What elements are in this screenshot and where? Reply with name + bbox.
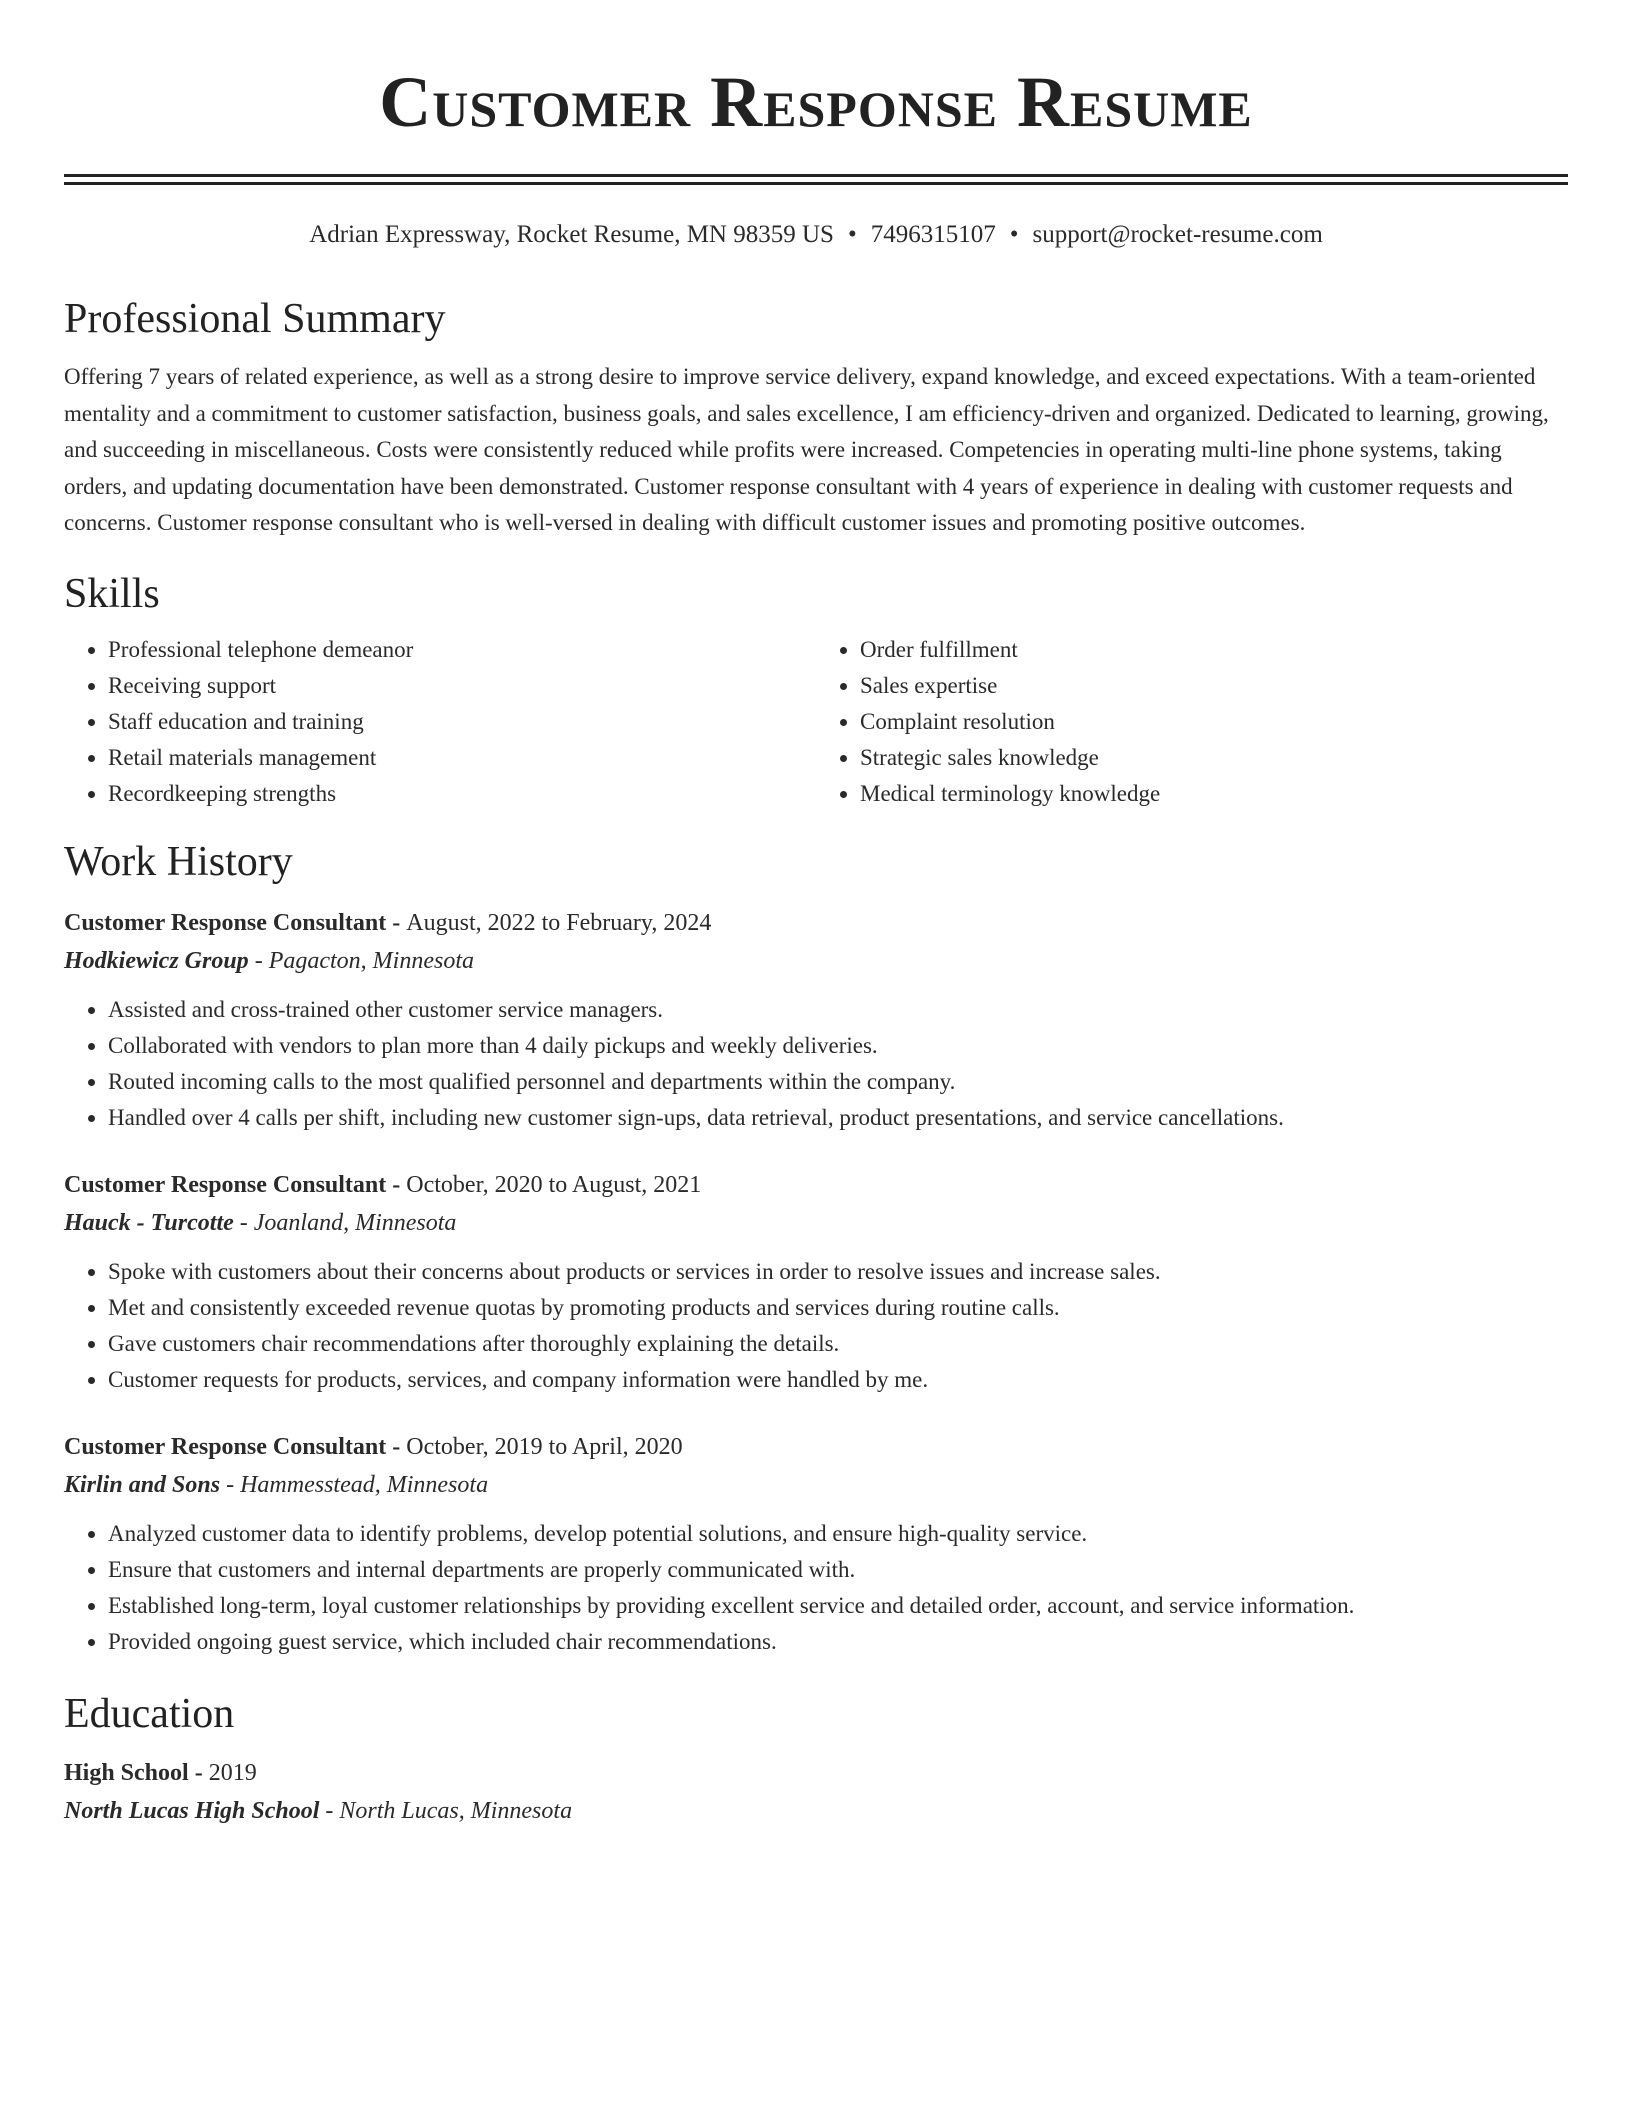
job-entry [64, 1428, 1568, 1660]
school-name: North Lucas High School [64, 1797, 320, 1824]
skill-item: • Medical terminology knowledge [860, 776, 1568, 812]
education-entry [64, 1754, 1568, 1830]
school-line: North Lucas High School - North Lucas, Minnesota [64, 1797, 573, 1824]
job-entry [64, 904, 1568, 1136]
education-heading: Education [64, 1690, 235, 1737]
skill-item: • Professional telephone demeanor [108, 632, 816, 668]
company-name: Hauck - Turcotte [64, 1209, 234, 1236]
job-bullet: • Customer requests for products, services, and company information were handled by me. [108, 1362, 1568, 1398]
contact-address: Adrian Expressway, Rocket Resume, MN 98359 US [309, 221, 834, 248]
job-entry [64, 1166, 1568, 1398]
company-line: Kirlin and Sons - Hammesstead, Minnesota [64, 1471, 489, 1498]
degree-line: High School - 2019 [64, 1759, 257, 1786]
job-bullet: • Spoke with customers about their concerns about products or services in order to resolve issues and increase sales. [108, 1254, 1568, 1290]
contact-separator: • [1009, 221, 1019, 248]
skill-item: • Order fulfillment [860, 632, 1568, 668]
skills-column-right [816, 632, 1568, 812]
skill-item: • Complaint resolution [860, 704, 1568, 740]
contact-phone: 7496315107 [870, 221, 996, 248]
school-location: North Lucas, Minnesota [339, 1797, 573, 1824]
job-bullets [64, 992, 1568, 1136]
job-bullet: • Collaborated with vendors to plan more than 4 daily pickups and weekly deliveries. [108, 1028, 1568, 1064]
skill-item: • Receiving support [108, 668, 816, 704]
job-dates: October, 2019 to April, 2020 [406, 1433, 683, 1460]
job-bullets [64, 1254, 1568, 1398]
graduation-year: 2019 [208, 1759, 257, 1786]
title-rule-bottom [64, 182, 1568, 185]
contact-line [64, 219, 1568, 251]
company-line: Hauck - Turcotte - Joanland, Minnesota [64, 1209, 457, 1236]
skill-item: • Recordkeeping strengths [108, 776, 816, 812]
skills-heading: Skills [64, 570, 160, 617]
work-history-heading: Work History [64, 838, 293, 885]
title-rule-top [64, 174, 1568, 177]
job-bullet: • Gave customers chair recommendations after thoroughly explaining the details. [108, 1326, 1568, 1362]
skill-item: • Retail materials management [108, 740, 816, 776]
summary-text: Offering 7 years of related experience, as well as a strong desire to improve service delivery, expand knowledge, and exceed expectations. With a team-oriented mentality and a commitment to customer satisfaction, business goals, and sales excellence, I am efficiency-driven and organized. Dedicated to learning, growing, and succeeding in miscellaneous. Costs were consistently reduced while profits were increased. Competencies in operating multi-line phone systems, taking orders, and updating documentation have been demonstrated. Customer response consultant with 4 years of experience in dealing with customer requests and concerns. Customer response consultant who is well-versed in dealing with difficult customer issues and promoting positive outcomes. [64, 364, 1549, 535]
company-name: Hodkiewicz Group [64, 947, 249, 974]
job-bullet: • Assisted and cross-trained other customer service managers. [108, 992, 1568, 1028]
job-title-line: Customer Response Consultant - August, 2022 to February, 2024 [64, 909, 712, 936]
company-location: Hammesstead, Minnesota [240, 1471, 489, 1498]
skills-column-left [64, 632, 816, 812]
job-bullet: • Handled over 4 calls per shift, including new customer sign-ups, data retrieval, product presentations, and service cancellations. [108, 1100, 1568, 1136]
skill-item: • Strategic sales knowledge [860, 740, 1568, 776]
summary-heading: Professional Summary [64, 296, 446, 342]
company-location: Joanland, Minnesota [253, 1209, 457, 1236]
company-name: Kirlin and Sons [64, 1471, 221, 1498]
company-location: Pagacton, Minnesota [268, 947, 474, 974]
skills-list [64, 632, 1568, 812]
job-bullets [64, 1516, 1568, 1660]
job-bullet: • Routed incoming calls to the most qualified personnel and departments within the company. [108, 1064, 1568, 1100]
job-bullet: • Provided ongoing guest service, which included chair recommendations. [108, 1624, 1568, 1660]
company-line: Hodkiewicz Group - Pagacton, Minnesota [64, 947, 474, 974]
contact-separator: • [847, 221, 857, 248]
job-title-line: Customer Response Consultant - October, 2020 to August, 2021 [64, 1171, 702, 1198]
job-title: Customer Response Consultant [64, 909, 387, 936]
job-bullet: • Analyzed customer data to identify problems, develop potential solutions, and ensure high-quality service. [108, 1516, 1568, 1552]
resume-title: Customer Response Resume [379, 62, 1253, 142]
job-bullet: • Met and consistently exceeded revenue quotas by promoting products and services during routine calls. [108, 1290, 1568, 1326]
job-bullet: • Established long-term, loyal customer relationships by providing excellent service and detailed order, account, and service information. [108, 1588, 1568, 1624]
job-dates: October, 2020 to August, 2021 [406, 1171, 702, 1198]
job-title: Customer Response Consultant [64, 1171, 387, 1198]
job-title-line: Customer Response Consultant - October, 2019 to April, 2020 [64, 1433, 683, 1460]
degree: High School [64, 1759, 189, 1786]
skill-item: • Staff education and training [108, 704, 816, 740]
job-bullet: • Ensure that customers and internal departments are properly communicated with. [108, 1552, 1568, 1588]
job-title: Customer Response Consultant [64, 1433, 387, 1460]
skill-item: • Sales expertise [860, 668, 1568, 704]
job-dates: August, 2022 to February, 2024 [406, 909, 712, 936]
contact-email: support@rocket-resume.com [1032, 221, 1323, 248]
